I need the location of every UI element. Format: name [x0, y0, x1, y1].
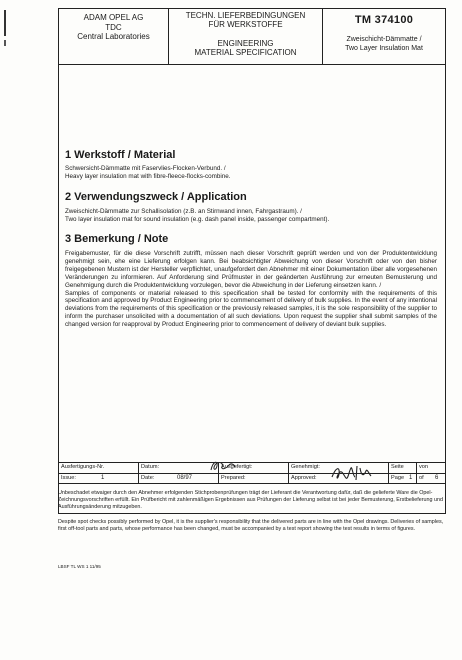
date-label: Date: [141, 474, 155, 481]
spec-subject-german: Zweischicht-Dämmatte / [346, 36, 422, 43]
of-label-german: von [419, 464, 429, 470]
material-text-english: Heavy layer insulation mat with fibre-fleece-flocks-combine. [65, 172, 231, 180]
edge-scan-mark [4, 40, 6, 46]
spec-number-block [323, 9, 445, 65]
page-label-german: Seite [389, 463, 417, 474]
issue-value: 1 [101, 474, 105, 481]
prepared-label: Prepared: [221, 474, 246, 481]
note-text-english: Samples of components or material released to this specification shall be tested for conformity with the requirements of this specification and approved by Product Engineering prior to commencement of delivery of bulk supplies. In the event of any intentional deviations from the requirements of this specification or the previously released samples, it is the sole responsibility of the supplier to inform the purchaser unsolicited with a documentation of all such deviations. Upon request the supplier shall submit samples of the changed version for reapproval by Product Engineering prior to commencement of delivery of deviant bulk supplies. [65, 289, 437, 329]
issue-number-label: Ausfertigungs-Nr. [59, 463, 139, 474]
spec-subject-english: Two Layer Insulation Mat [345, 44, 423, 52]
signoff-table [58, 462, 446, 484]
application-text-german: Zweischicht-Dämmatte zur Schallisolation (z.B. an Stirnwand innen, Fahrgastraum). / [65, 208, 302, 215]
organization-unit: TDC [105, 22, 122, 32]
section-material-text [65, 165, 437, 181]
organization-block [59, 9, 169, 65]
title-german-line1: TECHN. LIEFERBEDINGUNGEN [185, 11, 306, 20]
organization-department: Central Laboratories [77, 32, 150, 41]
date-field [139, 474, 219, 485]
document-title-block [169, 9, 323, 65]
organization-name: ADAM OPEL AG [83, 13, 144, 22]
signoff-row-german [59, 463, 445, 474]
of-value: 6 [435, 474, 439, 481]
specification-page [58, 8, 446, 514]
issue-field [59, 474, 139, 485]
prepared-field [219, 474, 289, 485]
date-label-german: Datum: [139, 463, 219, 474]
of-field [417, 474, 445, 485]
form-code: LBSF TL WS 1 11/95 [58, 564, 101, 569]
page-field [389, 474, 417, 485]
of-label: of [419, 474, 424, 481]
application-text-english: Two layer insulation mat for sound insulation (e.g. dash panel inside, passenger compartment). [65, 215, 330, 223]
note-text-german: Freigabemuster, für die diese Vorschrift zutrifft, müssen nach dieser Vorschrift geprüft werden und von der Produktentwicklung genehmigt sein, ehe eine Lieferung erfolgen kann. Bei beabsichtigter Abweichung von dieser Vorschrift oder von den bisher freigegebenen Mustern ist der Hersteller verpflichtet, unaufgefordert den Abnehmer mit einer Dokumentation über alle vorgesehenen Veränderungen zu informieren. Auf Anforderung sind Prüfmuster in der geänderten Ausführung zur erneuten Bemusterung und Genehmigung durch die Produktentwicklung vorzulegen, bevor die Abweichung in der Lieferung einsetzen kann. / [65, 250, 437, 289]
date-value: 08/97 [177, 474, 193, 481]
issue-label: Issue: [61, 474, 76, 481]
title-english-line2: MATERIAL SPECIFICATION [194, 47, 297, 57]
title-german-line2: FÜR WERKSTOFFE [208, 19, 283, 29]
document-header [59, 9, 445, 65]
spec-number: TM 374100 [354, 14, 414, 26]
signoff-row-english [59, 474, 445, 485]
title-english-line1: ENGINEERING [217, 39, 274, 48]
material-text-german: Schwersicht-Dämmatte mit Faservlies-Flocken-Verbund. / [65, 165, 226, 172]
section-note-heading: 3 Bemerkung / Note [65, 233, 169, 245]
prepared-signature [208, 458, 238, 474]
page-label: Page [391, 474, 405, 481]
section-material-heading: 1 Werkstoff / Material [65, 149, 176, 161]
approved-signature [330, 462, 372, 484]
footer-note-german: Unbeschadet etwaiger durch den Abnehmer erfolgenden Stichprobenprüfungen trägt der Lieferant die Verantwortung dafür, daß die gelieferte Ware die Opel-Zeichnungsvorschriften erfüllt. Ein Prüfbericht mit zahlenmäßigen Ergebnissen aus Prüfungen der Lieferung selbst ist bei jeder Bemusterung, Erstbelieferung und Ausführungsänderung mitzugeben. [58, 490, 444, 511]
approved-label-german: Genehmigt: [289, 463, 389, 474]
section-note-text [65, 250, 437, 329]
edge-scan-mark [4, 10, 6, 36]
approved-label: Approved: [291, 474, 317, 481]
section-application-heading: 2 Verwendungszweck / Application [65, 191, 247, 203]
footer-note-english: Despite spot checks possibly performed by Opel, it is the supplier's responsibility that the delivered parts are in line with the Opel drawings. Deliveries of samples, first off-tool parts and parts, whose performance has been changed, must be accompanied by a test report showing the test results in terms of figures. [58, 519, 444, 533]
page-value: 1 [409, 474, 413, 481]
section-application-text [65, 208, 437, 224]
prepared-label-german: Ausgefertigt: [219, 463, 289, 474]
